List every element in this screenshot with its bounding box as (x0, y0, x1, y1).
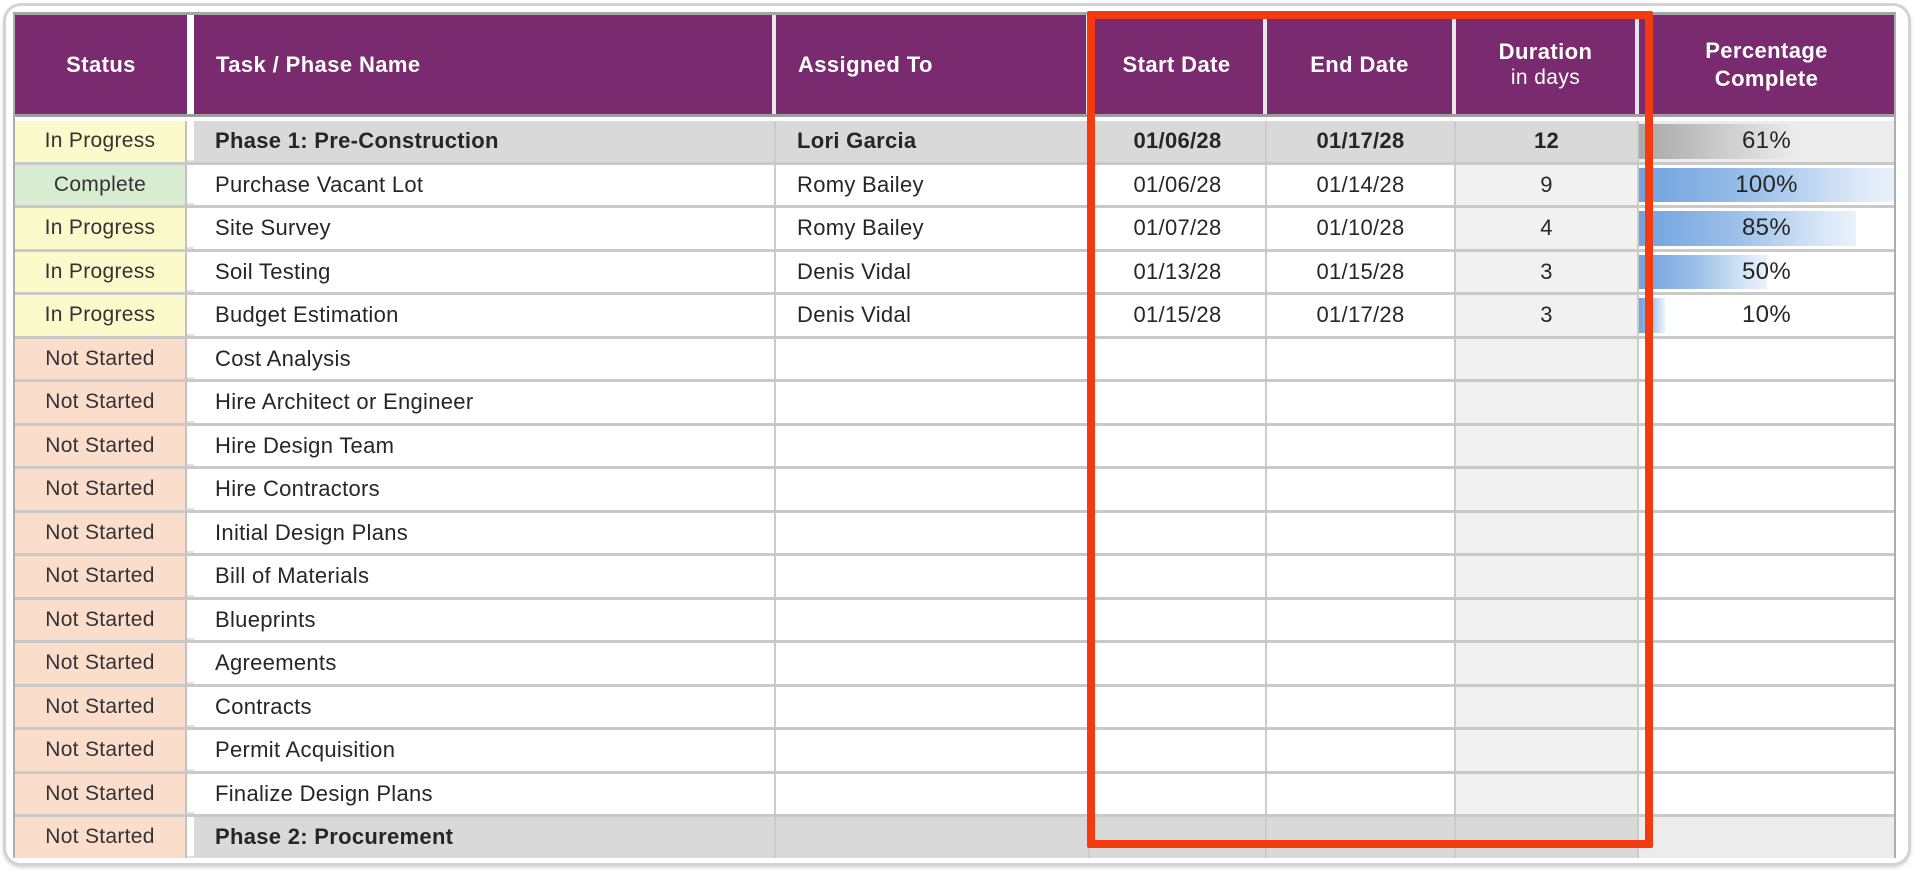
header-task-phase-name[interactable] (194, 15, 776, 114)
cell-percentage-complete[interactable] (1639, 121, 1894, 162)
column-gutter (187, 252, 194, 293)
cell-task-name-text: Phase 2: Procurement (215, 824, 454, 850)
cell-assigned-to-text: Romy Bailey (797, 171, 924, 197)
cell-task-name-text: Purchase Vacant Lot (215, 171, 424, 197)
cell-percentage-complete[interactable] (1639, 339, 1894, 380)
cell-task-name[interactable] (194, 600, 776, 641)
cell-status-text: Complete (53, 172, 147, 196)
cell-task-name[interactable] (194, 687, 776, 728)
header-status-label: Status (66, 51, 136, 77)
header-start-label: Start Date (1122, 51, 1231, 77)
cell-end-date[interactable] (1267, 339, 1456, 380)
cell-duration[interactable] (1456, 165, 1639, 206)
header-duration-sublabel: in days (1510, 66, 1581, 90)
cell-start-date[interactable] (1090, 687, 1267, 728)
cell-assigned-to[interactable] (776, 513, 1090, 554)
cell-assigned-to[interactable] (776, 121, 1090, 162)
cell-duration[interactable] (1456, 252, 1639, 293)
column-gutter (187, 643, 194, 684)
header-duration[interactable] (1456, 15, 1639, 114)
cell-duration[interactable] (1456, 121, 1639, 162)
table-row (15, 730, 1894, 774)
percentage-label: 61% (1742, 127, 1791, 155)
header-start-date[interactable] (1090, 15, 1267, 114)
column-gutter (187, 556, 194, 597)
cell-assigned-to[interactable] (776, 774, 1090, 815)
cell-assigned-to[interactable] (776, 339, 1090, 380)
cell-task-name[interactable] (194, 382, 776, 423)
cell-duration[interactable] (1456, 469, 1639, 510)
cell-task-name[interactable] (194, 426, 776, 467)
cell-duration[interactable] (1456, 817, 1639, 858)
table-row (15, 556, 1894, 600)
cell-status-text: In Progress (44, 129, 156, 153)
cell-task-name-text: Site Survey (215, 215, 331, 241)
header-percentage-sublabel: Complete (1714, 65, 1819, 91)
cell-duration-text: 3 (1540, 302, 1553, 328)
cell-status-text: Not Started (45, 738, 155, 762)
cell-status-text: Not Started (45, 477, 155, 501)
cell-start-date[interactable] (1090, 165, 1267, 206)
cell-start-date[interactable] (1090, 252, 1267, 293)
cell-end-date[interactable] (1267, 643, 1456, 684)
percentage-label: 50% (1742, 257, 1791, 285)
cell-task-name-text: Hire Architect or Engineer (215, 389, 474, 415)
cell-status-text: In Progress (44, 259, 156, 283)
cell-assigned-to[interactable] (776, 687, 1090, 728)
cell-status[interactable] (15, 643, 187, 684)
table-row (15, 469, 1894, 513)
cell-end-date[interactable] (1267, 600, 1456, 641)
cell-status[interactable] (15, 382, 187, 423)
cell-status-text: In Progress (44, 216, 156, 240)
cell-start-date[interactable] (1090, 469, 1267, 510)
column-gutter (187, 600, 194, 641)
cell-percentage-complete[interactable] (1639, 295, 1894, 336)
cell-status[interactable] (15, 600, 187, 641)
cell-end-date[interactable] (1267, 513, 1456, 554)
cell-start-date-text: 01/06/28 (1133, 128, 1222, 154)
cell-task-name-text: Agreements (215, 650, 337, 676)
cell-status[interactable] (15, 121, 187, 162)
cell-task-name-text: Initial Design Plans (215, 519, 409, 545)
cell-assigned-to[interactable] (776, 165, 1090, 206)
progress-bar (1639, 298, 1665, 333)
cell-percentage-complete[interactable] (1639, 774, 1894, 815)
cell-duration[interactable] (1456, 556, 1639, 597)
cell-task-name-text: Blueprints (215, 606, 316, 632)
cell-end-date[interactable] (1267, 208, 1456, 249)
header-task-label: Task / Phase Name (216, 51, 421, 77)
column-gutter (187, 687, 194, 728)
cell-start-date[interactable] (1090, 643, 1267, 684)
cell-assigned-to-text: Romy Bailey (797, 215, 924, 241)
cell-start-date-text: 01/06/28 (1133, 171, 1222, 197)
cell-assigned-to-text: Denis Vidal (797, 258, 912, 284)
cell-assigned-to[interactable] (776, 600, 1090, 641)
column-gutter (187, 426, 194, 467)
cell-status[interactable] (15, 165, 187, 206)
header-assigned-label: Assigned To (798, 51, 933, 77)
cell-duration[interactable] (1456, 730, 1639, 771)
table-row (15, 687, 1894, 731)
cell-end-date[interactable] (1267, 165, 1456, 206)
cell-start-date[interactable] (1090, 382, 1267, 423)
cell-status-text: Not Started (45, 781, 155, 805)
cell-duration[interactable] (1456, 600, 1639, 641)
cell-end-date[interactable] (1267, 382, 1456, 423)
cell-percentage-complete[interactable] (1639, 817, 1894, 858)
header-gutter (187, 15, 194, 114)
cell-percentage-complete[interactable] (1639, 643, 1894, 684)
cell-assigned-to-text: Lori Garcia (797, 128, 917, 154)
column-gutter (187, 513, 194, 554)
cell-start-date[interactable] (1090, 817, 1267, 858)
cell-status[interactable] (15, 208, 187, 249)
cell-percentage-complete[interactable] (1639, 556, 1894, 597)
cell-task-name[interactable] (194, 121, 776, 162)
cell-status[interactable] (15, 339, 187, 380)
cell-task-name[interactable] (194, 469, 776, 510)
cell-start-date[interactable] (1090, 339, 1267, 380)
cell-task-name-text: Cost Analysis (215, 345, 351, 371)
cell-assigned-to[interactable] (776, 426, 1090, 467)
cell-status-text: Not Started (45, 694, 155, 718)
table-row (15, 643, 1894, 687)
cell-end-date[interactable] (1267, 121, 1456, 162)
table-row (15, 774, 1894, 818)
cell-status[interactable] (15, 687, 187, 728)
cell-assigned-to[interactable] (776, 817, 1090, 858)
table-row (15, 382, 1894, 426)
cell-task-name[interactable] (194, 817, 776, 858)
cell-duration[interactable] (1456, 382, 1639, 423)
column-gutter (187, 295, 194, 336)
cell-start-date[interactable] (1090, 556, 1267, 597)
cell-status[interactable] (15, 556, 187, 597)
column-gutter (187, 774, 194, 815)
header-assigned-to[interactable] (776, 15, 1090, 114)
cell-task-name-text: Soil Testing (215, 258, 331, 284)
cell-duration-text: 12 (1533, 128, 1560, 154)
cell-start-date-text: 01/15/28 (1133, 302, 1222, 328)
cell-end-date[interactable] (1267, 730, 1456, 771)
column-gutter (187, 121, 194, 162)
cell-task-name-text: Phase 1: Pre-Construction (215, 128, 499, 154)
header-end-date[interactable] (1267, 15, 1456, 114)
cell-end-date-text: 01/17/28 (1316, 302, 1405, 328)
cell-task-name[interactable] (194, 295, 776, 336)
cell-task-name-text: Bill of Materials (215, 563, 370, 589)
cell-status-text: Not Started (45, 390, 155, 414)
cell-end-date[interactable] (1267, 426, 1456, 467)
table-body (15, 121, 1894, 858)
cell-assigned-to[interactable] (776, 382, 1090, 423)
column-gutter (187, 730, 194, 771)
cell-assigned-to[interactable] (776, 556, 1090, 597)
cell-task-name[interactable] (194, 556, 776, 597)
cell-task-name[interactable] (194, 208, 776, 249)
cell-assigned-to[interactable] (776, 730, 1090, 771)
percentage-label: 10% (1742, 301, 1791, 329)
cell-status-text: Not Started (45, 825, 155, 849)
cell-task-name-text: Finalize Design Plans (215, 780, 433, 806)
cell-task-name-text: Hire Contractors (215, 476, 380, 502)
cell-end-date[interactable] (1267, 774, 1456, 815)
cell-duration[interactable] (1456, 687, 1639, 728)
column-gutter (187, 382, 194, 423)
cell-end-date[interactable] (1267, 687, 1456, 728)
cell-task-name-text: Permit Acquisition (215, 737, 396, 763)
cell-task-name-text: Contracts (215, 693, 312, 719)
cell-end-date-text: 01/10/28 (1316, 215, 1405, 241)
cell-duration[interactable] (1456, 774, 1639, 815)
percentage-label: 100% (1735, 170, 1798, 198)
cell-duration[interactable] (1456, 339, 1639, 380)
column-gutter (187, 339, 194, 380)
cell-task-name[interactable] (194, 165, 776, 206)
table-row (15, 339, 1894, 383)
table-row (15, 165, 1894, 209)
cell-start-date-text: 01/07/28 (1133, 215, 1222, 241)
cell-percentage-complete[interactable] (1639, 687, 1894, 728)
table-row (15, 513, 1894, 557)
cell-percentage-complete[interactable] (1639, 513, 1894, 554)
cell-start-date[interactable] (1090, 295, 1267, 336)
cell-start-date[interactable] (1090, 513, 1267, 554)
cell-end-date[interactable] (1267, 817, 1456, 858)
cell-percentage-complete[interactable] (1639, 730, 1894, 771)
header-percentage-complete[interactable] (1639, 15, 1894, 114)
cell-task-name[interactable] (194, 643, 776, 684)
header-percentage-label: Percentage (1705, 38, 1828, 63)
cell-start-date[interactable] (1090, 426, 1267, 467)
cell-status[interactable] (15, 774, 187, 815)
cell-duration[interactable] (1456, 295, 1639, 336)
cell-duration[interactable] (1456, 426, 1639, 467)
cell-duration-text: 4 (1540, 215, 1553, 241)
cell-status[interactable] (15, 730, 187, 771)
cell-assigned-to[interactable] (776, 208, 1090, 249)
cell-status[interactable] (15, 817, 187, 858)
table-row (15, 295, 1894, 339)
project-plan-table (13, 12, 1896, 858)
cell-percentage-complete[interactable] (1639, 426, 1894, 467)
cell-end-date[interactable] (1267, 295, 1456, 336)
column-gutter (187, 208, 194, 249)
cell-assigned-to[interactable] (776, 469, 1090, 510)
cell-assigned-to[interactable] (776, 295, 1090, 336)
cell-task-name[interactable] (194, 730, 776, 771)
table-row (15, 426, 1894, 470)
column-gutter (187, 469, 194, 510)
header-status[interactable] (15, 15, 187, 114)
cell-assigned-to-text: Denis Vidal (797, 302, 912, 328)
cell-status[interactable] (15, 469, 187, 510)
cell-task-name[interactable] (194, 513, 776, 554)
table-row (15, 121, 1894, 165)
cell-end-date[interactable] (1267, 556, 1456, 597)
cell-status[interactable] (15, 426, 187, 467)
cell-start-date[interactable] (1090, 600, 1267, 641)
cell-percentage-complete[interactable] (1639, 252, 1894, 293)
cell-percentage-complete[interactable] (1639, 469, 1894, 510)
cell-status-text: In Progress (44, 303, 156, 327)
cell-status-text: Not Started (45, 520, 155, 544)
cell-status-text: Not Started (45, 607, 155, 631)
cell-start-date[interactable] (1090, 730, 1267, 771)
cell-assigned-to[interactable] (776, 643, 1090, 684)
cell-duration[interactable] (1456, 513, 1639, 554)
column-gutter (187, 165, 194, 206)
percentage-label: 85% (1742, 214, 1791, 242)
cell-duration[interactable] (1456, 643, 1639, 684)
header-duration-label: Duration (1498, 38, 1593, 64)
cell-duration-text: 3 (1540, 258, 1553, 284)
header-end-label: End Date (1310, 51, 1409, 77)
cell-end-date[interactable] (1267, 469, 1456, 510)
cell-status-text: Not Started (45, 651, 155, 675)
cell-status-text: Not Started (45, 433, 155, 457)
cell-task-name-text: Budget Estimation (215, 302, 399, 328)
column-gutter (187, 817, 194, 858)
cell-status[interactable] (15, 252, 187, 293)
cell-duration[interactable] (1456, 208, 1639, 249)
cell-duration-text: 9 (1540, 171, 1553, 197)
cell-start-date-text: 01/13/28 (1133, 258, 1222, 284)
cell-task-name-text: Hire Design Team (215, 432, 395, 458)
cell-end-date-text: 01/17/28 (1316, 128, 1405, 154)
cell-end-date-text: 01/14/28 (1316, 171, 1405, 197)
cell-end-date[interactable] (1267, 252, 1456, 293)
cell-percentage-complete[interactable] (1639, 382, 1894, 423)
cell-percentage-complete[interactable] (1639, 165, 1894, 206)
table-header-row (15, 15, 1894, 117)
table-row (15, 252, 1894, 296)
cell-start-date[interactable] (1090, 121, 1267, 162)
cell-task-name[interactable] (194, 339, 776, 380)
table-row (15, 600, 1894, 644)
table-row (15, 817, 1894, 858)
cell-percentage-complete[interactable] (1639, 208, 1894, 249)
cell-start-date[interactable] (1090, 774, 1267, 815)
cell-status[interactable] (15, 513, 187, 554)
cell-task-name[interactable] (194, 252, 776, 293)
cell-task-name[interactable] (194, 774, 776, 815)
cell-end-date-text: 01/15/28 (1316, 258, 1405, 284)
cell-start-date[interactable] (1090, 208, 1267, 249)
cell-status[interactable] (15, 295, 187, 336)
cell-status-text: Not Started (45, 564, 155, 588)
cell-status-text: Not Started (45, 346, 155, 370)
cell-percentage-complete[interactable] (1639, 600, 1894, 641)
table-row (15, 208, 1894, 252)
cell-assigned-to[interactable] (776, 252, 1090, 293)
